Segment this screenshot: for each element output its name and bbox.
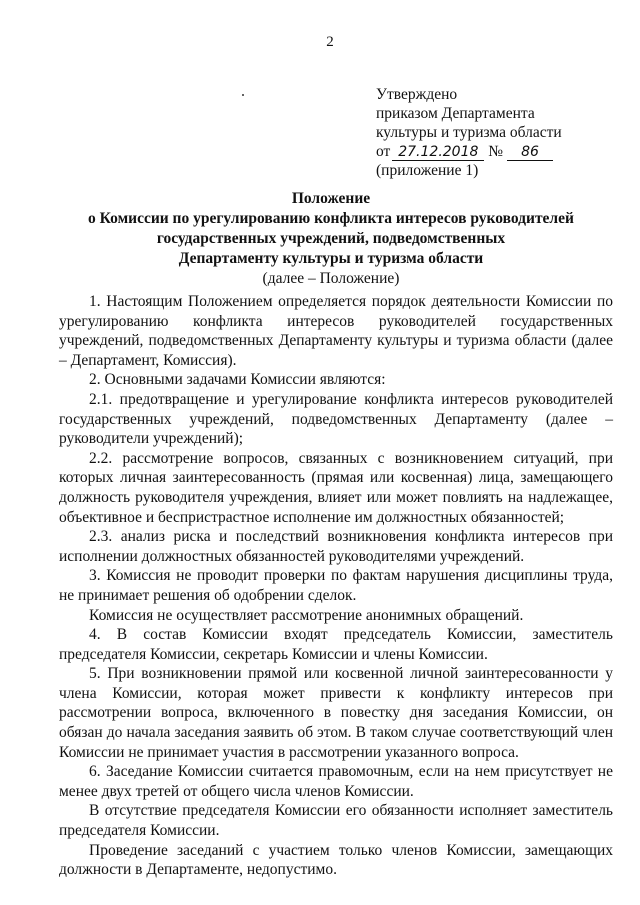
paragraph-3-note: Комиссия не осуществляет рассмотрение анонимных обращений. <box>89 606 524 624</box>
paragraph-2-2: 2.2. рассмотрение вопросов, связанных с возникновением ситуаций, при которых личная заинтересованность (прямая или косвенная) лица, замещающего должность руководителя учреждения, влияет или может повлиять на надлежащее, объективное и беспристрастное исполнение им должностных обязанностей; <box>59 449 613 526</box>
approval-line-3: культуры и туризма области <box>376 124 562 141</box>
scan-speck <box>242 94 244 96</box>
title-line-2: государственных учреждений, подведомственных <box>156 230 506 247</box>
approval-line-1: Утверждено <box>376 86 458 103</box>
paragraph-2: 2. Основными задачами Комиссии являются: <box>89 371 386 389</box>
date-prefix: от <box>376 143 391 160</box>
paragraph-6-note-1: В отсутствие председателя Комиссии его обязанности исполняет заместитель председателя Комиссии. <box>59 802 613 840</box>
title-line-1: о Комиссии по урегулированию конфликта интересов руководителей <box>88 210 574 227</box>
approval-line-2: приказом Департамента <box>376 105 535 122</box>
approval-attachment: (приложение 1) <box>376 162 479 179</box>
page-number: 2 <box>326 34 334 50</box>
title-heading: Положение <box>291 190 371 207</box>
paragraph-6: 6. Заседание Комиссии считается правомочным, если на нем присутствует не менее двух третей от общего числа членов Комиссии. <box>59 763 613 800</box>
paragraph-3: 3. Комиссия не проводит проверки по фактам нарушения дисциплины труда, не принимает решения об одобрении сделок. <box>59 567 613 604</box>
title-line-3: Департаменту культуры и туризма области <box>178 250 484 267</box>
number-prefix: № <box>488 143 503 160</box>
handwritten-date: 27.12.2018 <box>392 144 484 161</box>
document-body <box>59 292 613 880</box>
handwritten-number: 86 <box>507 144 553 161</box>
title-line-4: (далее – Положение) <box>262 270 400 287</box>
paragraph-2-1: 2.1. предотвращение и урегулирование конфликта интересов руководителей государственных учреждений, подведомственных Департаменту (далее – руководители учреждений); <box>59 390 613 448</box>
approval-block <box>376 85 562 180</box>
paragraph-2-3: 2.3. анализ риска и последствий возникновения конфликта интересов при исполнении должностных обязанностей руководителями учреждений. <box>59 528 613 565</box>
paragraph-6-note-2: Проведение заседаний с участием только членов Комиссии, замещающих должности в Департаменте, недопустимо. <box>59 841 613 879</box>
paragraph-5: 5. При возникновении прямой или косвенной личной заинтересованности у члена Комиссии, которая может привести к конфликту интересов при рассмотрении вопроса, включенного в повестку дня заседания Комиссии, он обязан до начала заседания заявить об этом. В таком случае соответствующий член Комиссии не принимает участия в рассмотрении указанного вопроса. <box>59 665 613 761</box>
document-title <box>0 189 640 289</box>
approval-date-line <box>376 142 562 161</box>
paragraph-1: 1. Настоящим Положением определяется порядок деятельности Комиссии по урегулированию конфликта интересов руководителей государственных учреждений, подведомственных Департаменту культуры и туризма области (далее – Департамент, Комиссия). <box>59 293 613 369</box>
paragraph-4: 4. В состав Комиссии входят председатель Комиссии, заместитель председателя Комиссии, секретарь Комиссии и члены Комиссии. <box>59 626 613 663</box>
